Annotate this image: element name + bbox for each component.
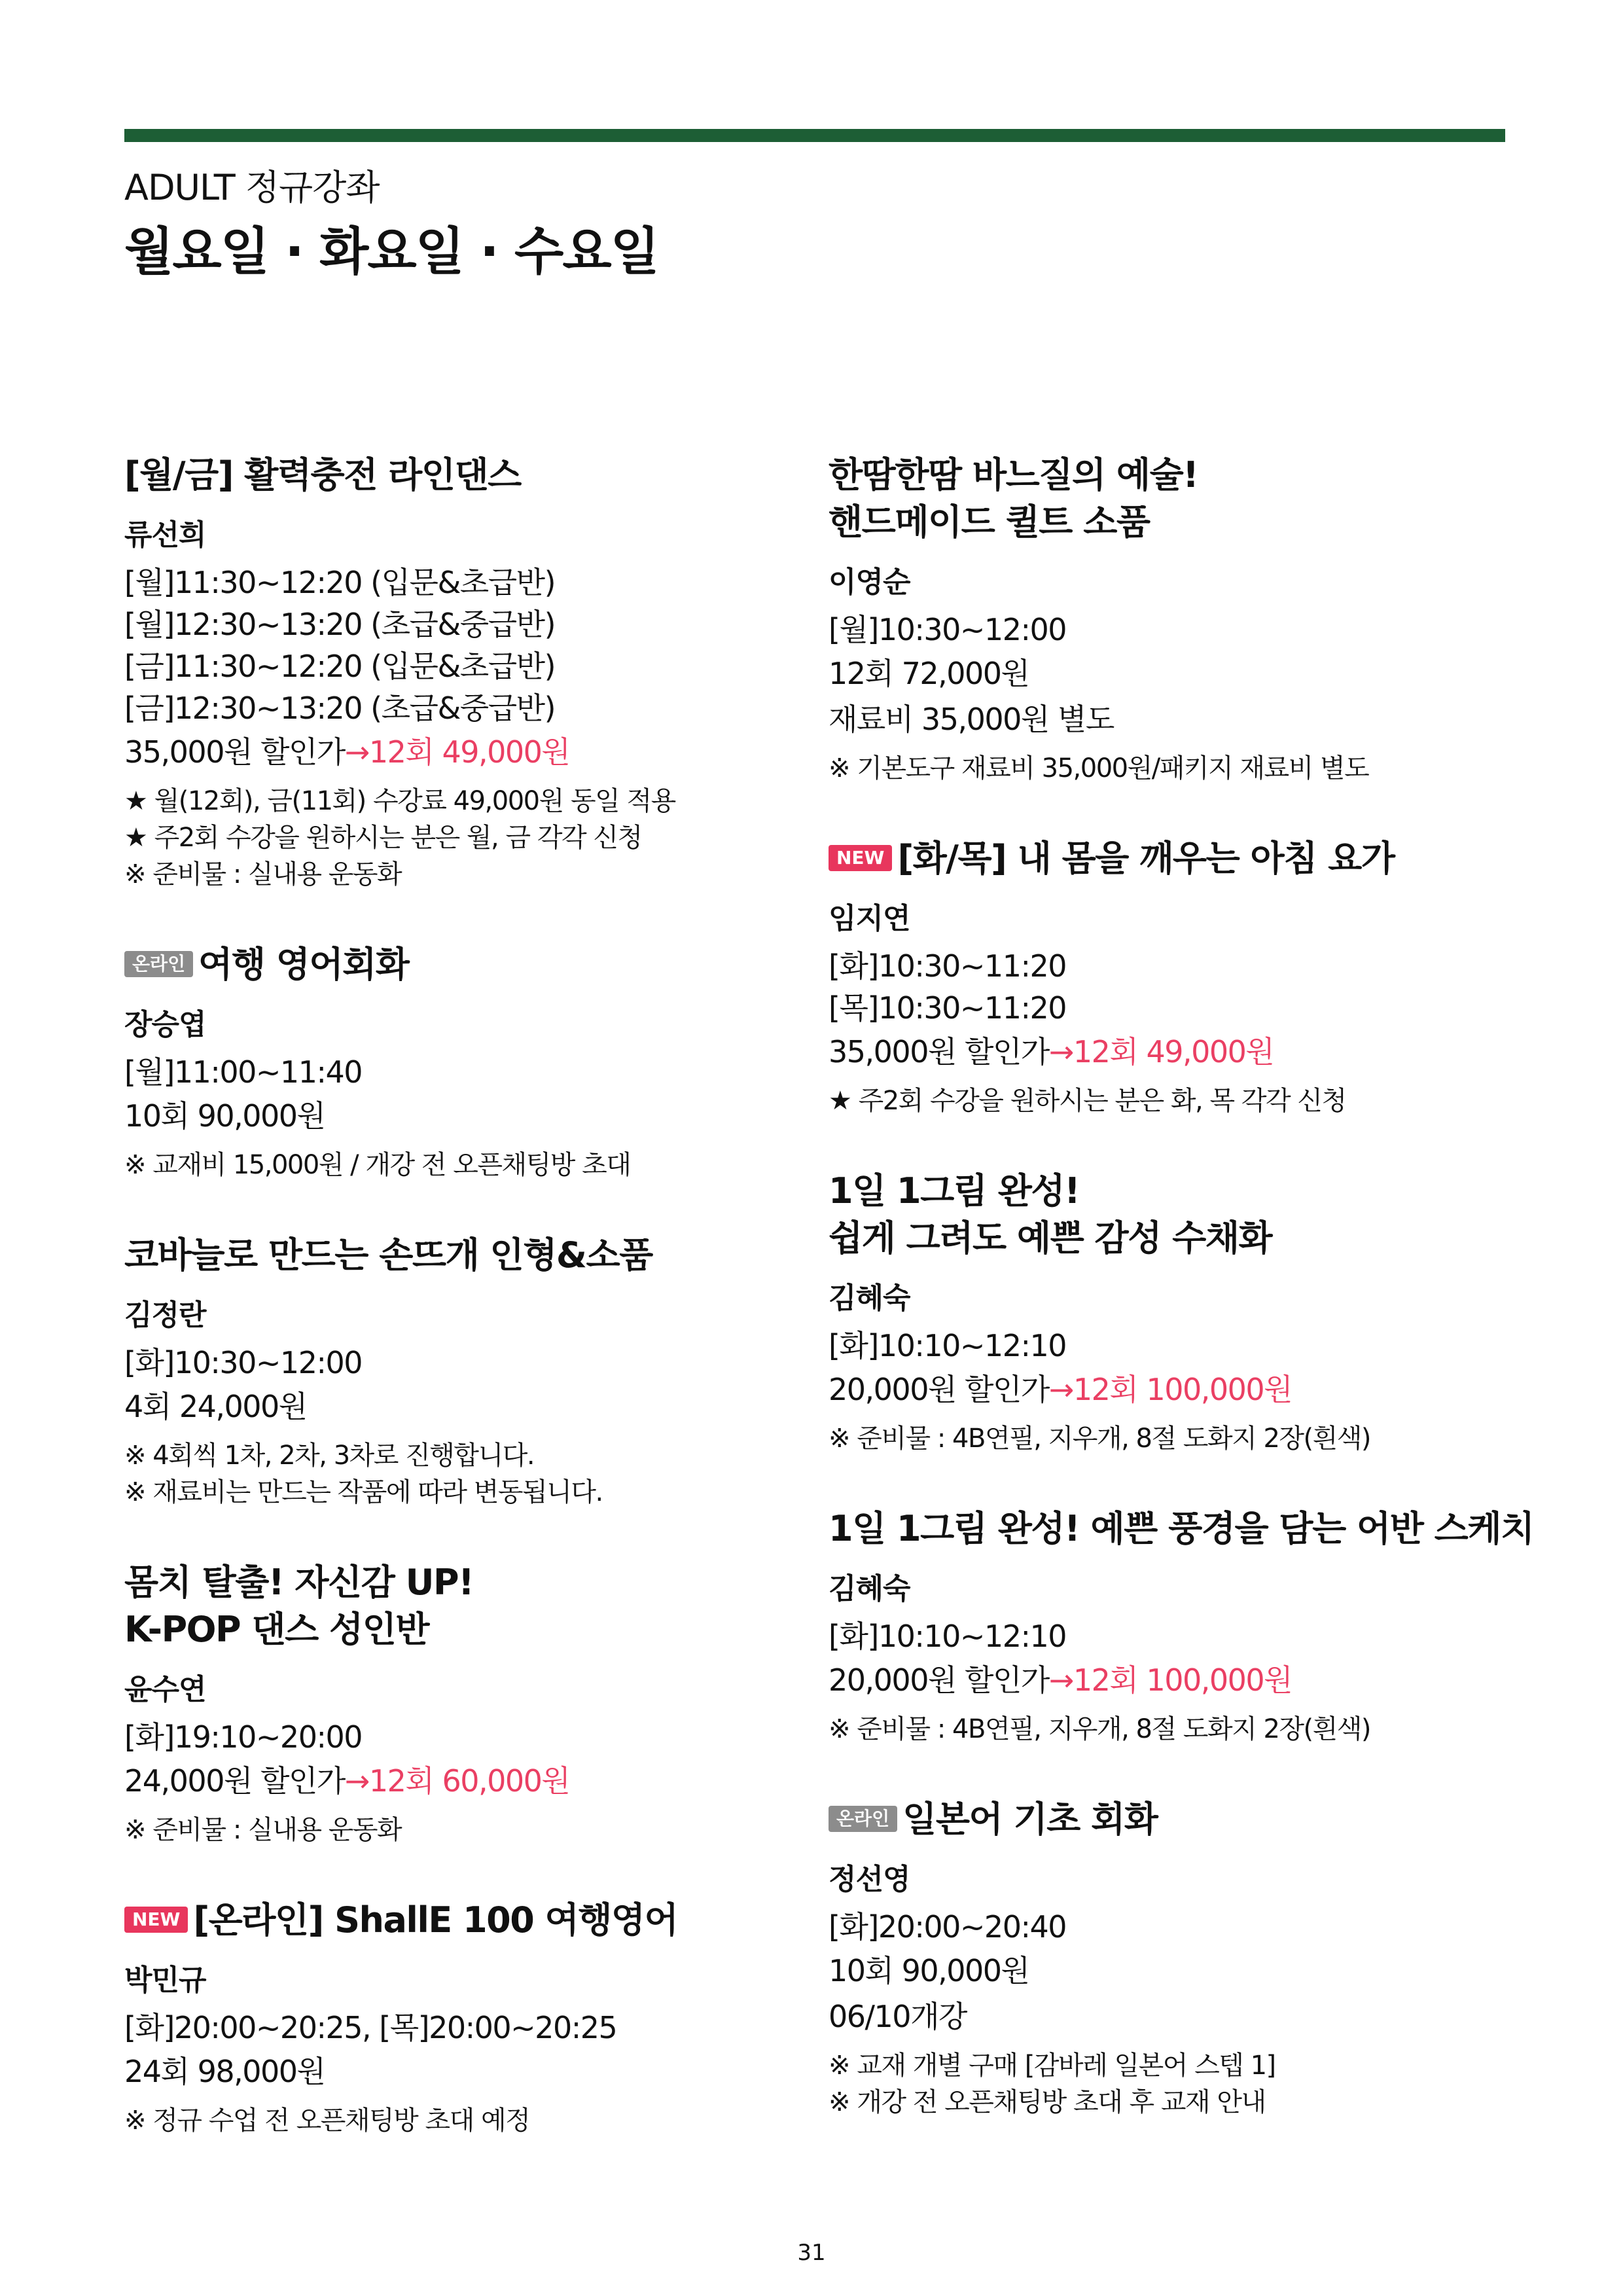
instructor-name: 정선영 [829, 1863, 910, 1896]
page-number: 31 [797, 2240, 826, 2266]
price-line [829, 696, 1535, 742]
course-notes [829, 1083, 1535, 1119]
schedule-line: [화]10:30~11:20 [829, 948, 1067, 984]
course-notes [829, 1711, 1535, 1748]
schedule-line: [화]10:10~12:10 [829, 1328, 1067, 1363]
course-notes [124, 2102, 779, 2139]
price-line [124, 1093, 779, 1139]
course-title-text: 여행 영어회화 [198, 944, 409, 985]
section-subtitle: ADULT 정규강좌 [124, 167, 380, 208]
price-line [829, 1657, 1535, 1703]
note-line: ※ 준비물 : 실내용 운동화 [124, 859, 402, 889]
price-text: 24,000원 할인가 [124, 1763, 345, 1799]
price-text: 20,000원 할인가 [829, 1372, 1049, 1407]
note-line: ※ 교재 개별 구매 [감바레 일본어 스텝 1] [829, 2051, 1275, 2081]
course-card [124, 941, 779, 1183]
course-title-line [124, 1606, 779, 1653]
price-line [124, 1758, 779, 1804]
course-title-text: [화/목] 내 몸을 깨우는 아침 요가 [897, 838, 1395, 879]
course-title-text: [온라인] ShallE 100 여행영어 [193, 1899, 678, 1941]
schedule-line: [월]10:30~12:00 [829, 612, 1067, 647]
course-title-text: 핸드메이드 퀼트 소품 [829, 501, 1150, 543]
discount-price: →12회 49,000원 [344, 734, 570, 770]
course-title [124, 1232, 779, 1279]
discount-price: →12회 49,000원 [1048, 1034, 1274, 1069]
course-title-text: 한땀한땀 바느질의 예술! [829, 454, 1198, 495]
course-title-line [124, 452, 779, 499]
note-line: ★ 월(12회), 금(11회) 수강료 49,000원 동일 적용 [124, 786, 675, 816]
course-card [829, 1505, 1535, 1748]
course-card [124, 1897, 779, 2139]
fee-line: 12회 72,000원 [829, 656, 1029, 691]
price-text: 4회 24,000원 [124, 1389, 307, 1424]
price-line [124, 1384, 779, 1429]
course-card [829, 1796, 1535, 2121]
note-line: ※ 기본도구 재료비 35,000원/패키지 재료비 별도 [829, 753, 1369, 783]
course-title-text: 1일 1그림 완성! [829, 1170, 1080, 1211]
course-title-text: 일본어 기초 회화 [902, 1799, 1158, 1840]
course-title [829, 1168, 1535, 1262]
course-title-line [124, 941, 779, 988]
course-title [829, 1796, 1535, 1843]
instructor-name: 김혜숙 [829, 1572, 910, 1605]
price-line [124, 2049, 779, 2094]
fee-line: 10회 90,000원 [829, 1953, 1029, 1988]
schedule-line: [금]12:30~13:20 (초급&중급반) [124, 691, 556, 726]
course-title-text: K-POP 댄스 성인반 [124, 1609, 429, 1650]
course-title-text: 쉽게 그려도 예쁜 감성 수채화 [829, 1217, 1272, 1259]
price-text: 20,000원 할인가 [829, 1662, 1049, 1698]
course-notes [829, 1420, 1535, 1457]
course-notes [124, 1437, 779, 1511]
course-notes [124, 783, 779, 893]
note-line: ※ 준비물 : 4B연필, 지우개, 8절 도화지 2장(흰색) [829, 1424, 1371, 1454]
course-title-line [829, 1796, 1535, 1843]
schedule-line: [화]19:10~20:00 [124, 1719, 363, 1755]
page-title: 월요일 · 화요일 · 수요일 [124, 223, 659, 281]
schedule-line: [월]11:30~12:20 (입문&초급반) [124, 565, 556, 600]
right-course-column [829, 452, 1535, 2169]
left-course-column [124, 452, 779, 2187]
schedule-line: [금]11:30~12:20 (입문&초급반) [124, 649, 556, 684]
price-text: 10회 90,000원 [124, 1098, 325, 1134]
schedule-line: [화]20:00~20:40 [829, 1909, 1067, 1945]
note-line: ※ 준비물 : 실내용 운동화 [124, 1815, 402, 1845]
instructor-name: 이영순 [829, 565, 910, 599]
schedule-line: [월]12:30~13:20 (초급&중급반) [124, 607, 556, 642]
course-card [124, 1232, 779, 1511]
instructor-name: 김혜숙 [829, 1282, 910, 1315]
price-line [829, 1029, 1535, 1075]
price-text: 재료비 35,000원 별도 [829, 702, 1114, 737]
course-notes [829, 750, 1535, 787]
course-title-line [124, 1232, 779, 1279]
price-text: 06/10개강 [829, 1999, 967, 2034]
course-notes [829, 2047, 1535, 2121]
discount-price: →12회 100,000원 [1048, 1662, 1293, 1698]
schedule-line: [월]11:00~11:40 [124, 1054, 363, 1090]
price-text: 35,000원 할인가 [829, 1034, 1049, 1069]
course-title-line [829, 1215, 1535, 1262]
instructor-name: 윤수연 [124, 1673, 206, 1706]
course-notes [124, 1812, 779, 1848]
course-title-text: 몸치 탈출! 자신감 UP! [124, 1562, 474, 1603]
instructor-name: 류선희 [124, 518, 206, 552]
course-title-line [829, 452, 1535, 499]
new-badge: NEW [124, 1907, 188, 1933]
course-title-line [829, 835, 1535, 882]
course-card [124, 452, 779, 893]
schedule-line: [화]20:00~20:25, [목]20:00~20:25 [124, 2010, 617, 2045]
course-title-text: [월/금] 활력충전 라인댄스 [124, 454, 521, 495]
course-title [829, 1505, 1535, 1552]
schedule-line: [화]10:30~12:00 [124, 1345, 363, 1380]
course-card [124, 1559, 779, 1848]
course-title-line [124, 1897, 779, 1944]
discount-price: →12회 60,000원 [344, 1763, 570, 1799]
online-badge: 온라인 [124, 951, 193, 977]
online-badge: 온라인 [829, 1806, 897, 1832]
price-line [829, 1367, 1535, 1412]
note-line: ※ 재료비는 만드는 작품에 따라 변동됩니다. [124, 1477, 603, 1507]
course-title-text: 코바늘로 만드는 손뜨개 인형&소품 [124, 1234, 652, 1276]
course-notes [124, 1147, 779, 1183]
course-title [829, 835, 1535, 882]
note-line: ※ 4회씩 1차, 2차, 3차로 진행합니다. [124, 1441, 535, 1471]
note-line: ※ 교재비 15,000원 / 개강 전 오픈채팅방 초대 [124, 1150, 631, 1180]
note-line: ※ 정규 수업 전 오픈채팅방 초대 예정 [124, 2106, 530, 2136]
instructor-name: 임지연 [829, 902, 910, 935]
price-text: 24회 98,000원 [124, 2054, 325, 2089]
note-line: ★ 주2회 수강을 원하시는 분은 화, 목 각각 신청 [829, 1086, 1346, 1116]
course-title [124, 941, 779, 988]
course-card [829, 1168, 1535, 1457]
course-title-line [124, 1559, 779, 1606]
schedule-line: [화]10:10~12:10 [829, 1619, 1067, 1654]
new-badge: NEW [829, 845, 892, 871]
instructor-name: 김정란 [124, 1299, 206, 1332]
course-title [829, 452, 1535, 546]
course-card [829, 835, 1535, 1119]
course-title [124, 1897, 779, 1944]
instructor-name: 장승엽 [124, 1008, 206, 1041]
course-title [124, 1559, 779, 1653]
schedule-line: [목]10:30~11:20 [829, 990, 1067, 1026]
course-title-line [829, 1168, 1535, 1215]
course-title-line [829, 1505, 1535, 1552]
note-line: ※ 준비물 : 4B연필, 지우개, 8절 도화지 2장(흰색) [829, 1714, 1371, 1744]
top-accent-bar [124, 129, 1505, 142]
price-line [124, 729, 779, 775]
course-card [829, 452, 1535, 787]
price-text: 35,000원 할인가 [124, 734, 345, 770]
course-title [124, 452, 779, 499]
discount-price: →12회 100,000원 [1048, 1372, 1293, 1407]
note-line: ★ 주2회 수강을 원하시는 분은 월, 금 각각 신청 [124, 823, 642, 853]
course-title-line [829, 499, 1535, 546]
note-line: ※ 개강 전 오픈채팅방 초대 후 교재 안내 [829, 2087, 1266, 2117]
price-line [829, 1994, 1535, 2039]
course-title-text: 1일 1그림 완성! 예쁜 풍경을 담는 어반 스케치 [829, 1508, 1534, 1549]
instructor-name: 박민규 [124, 1964, 206, 1997]
